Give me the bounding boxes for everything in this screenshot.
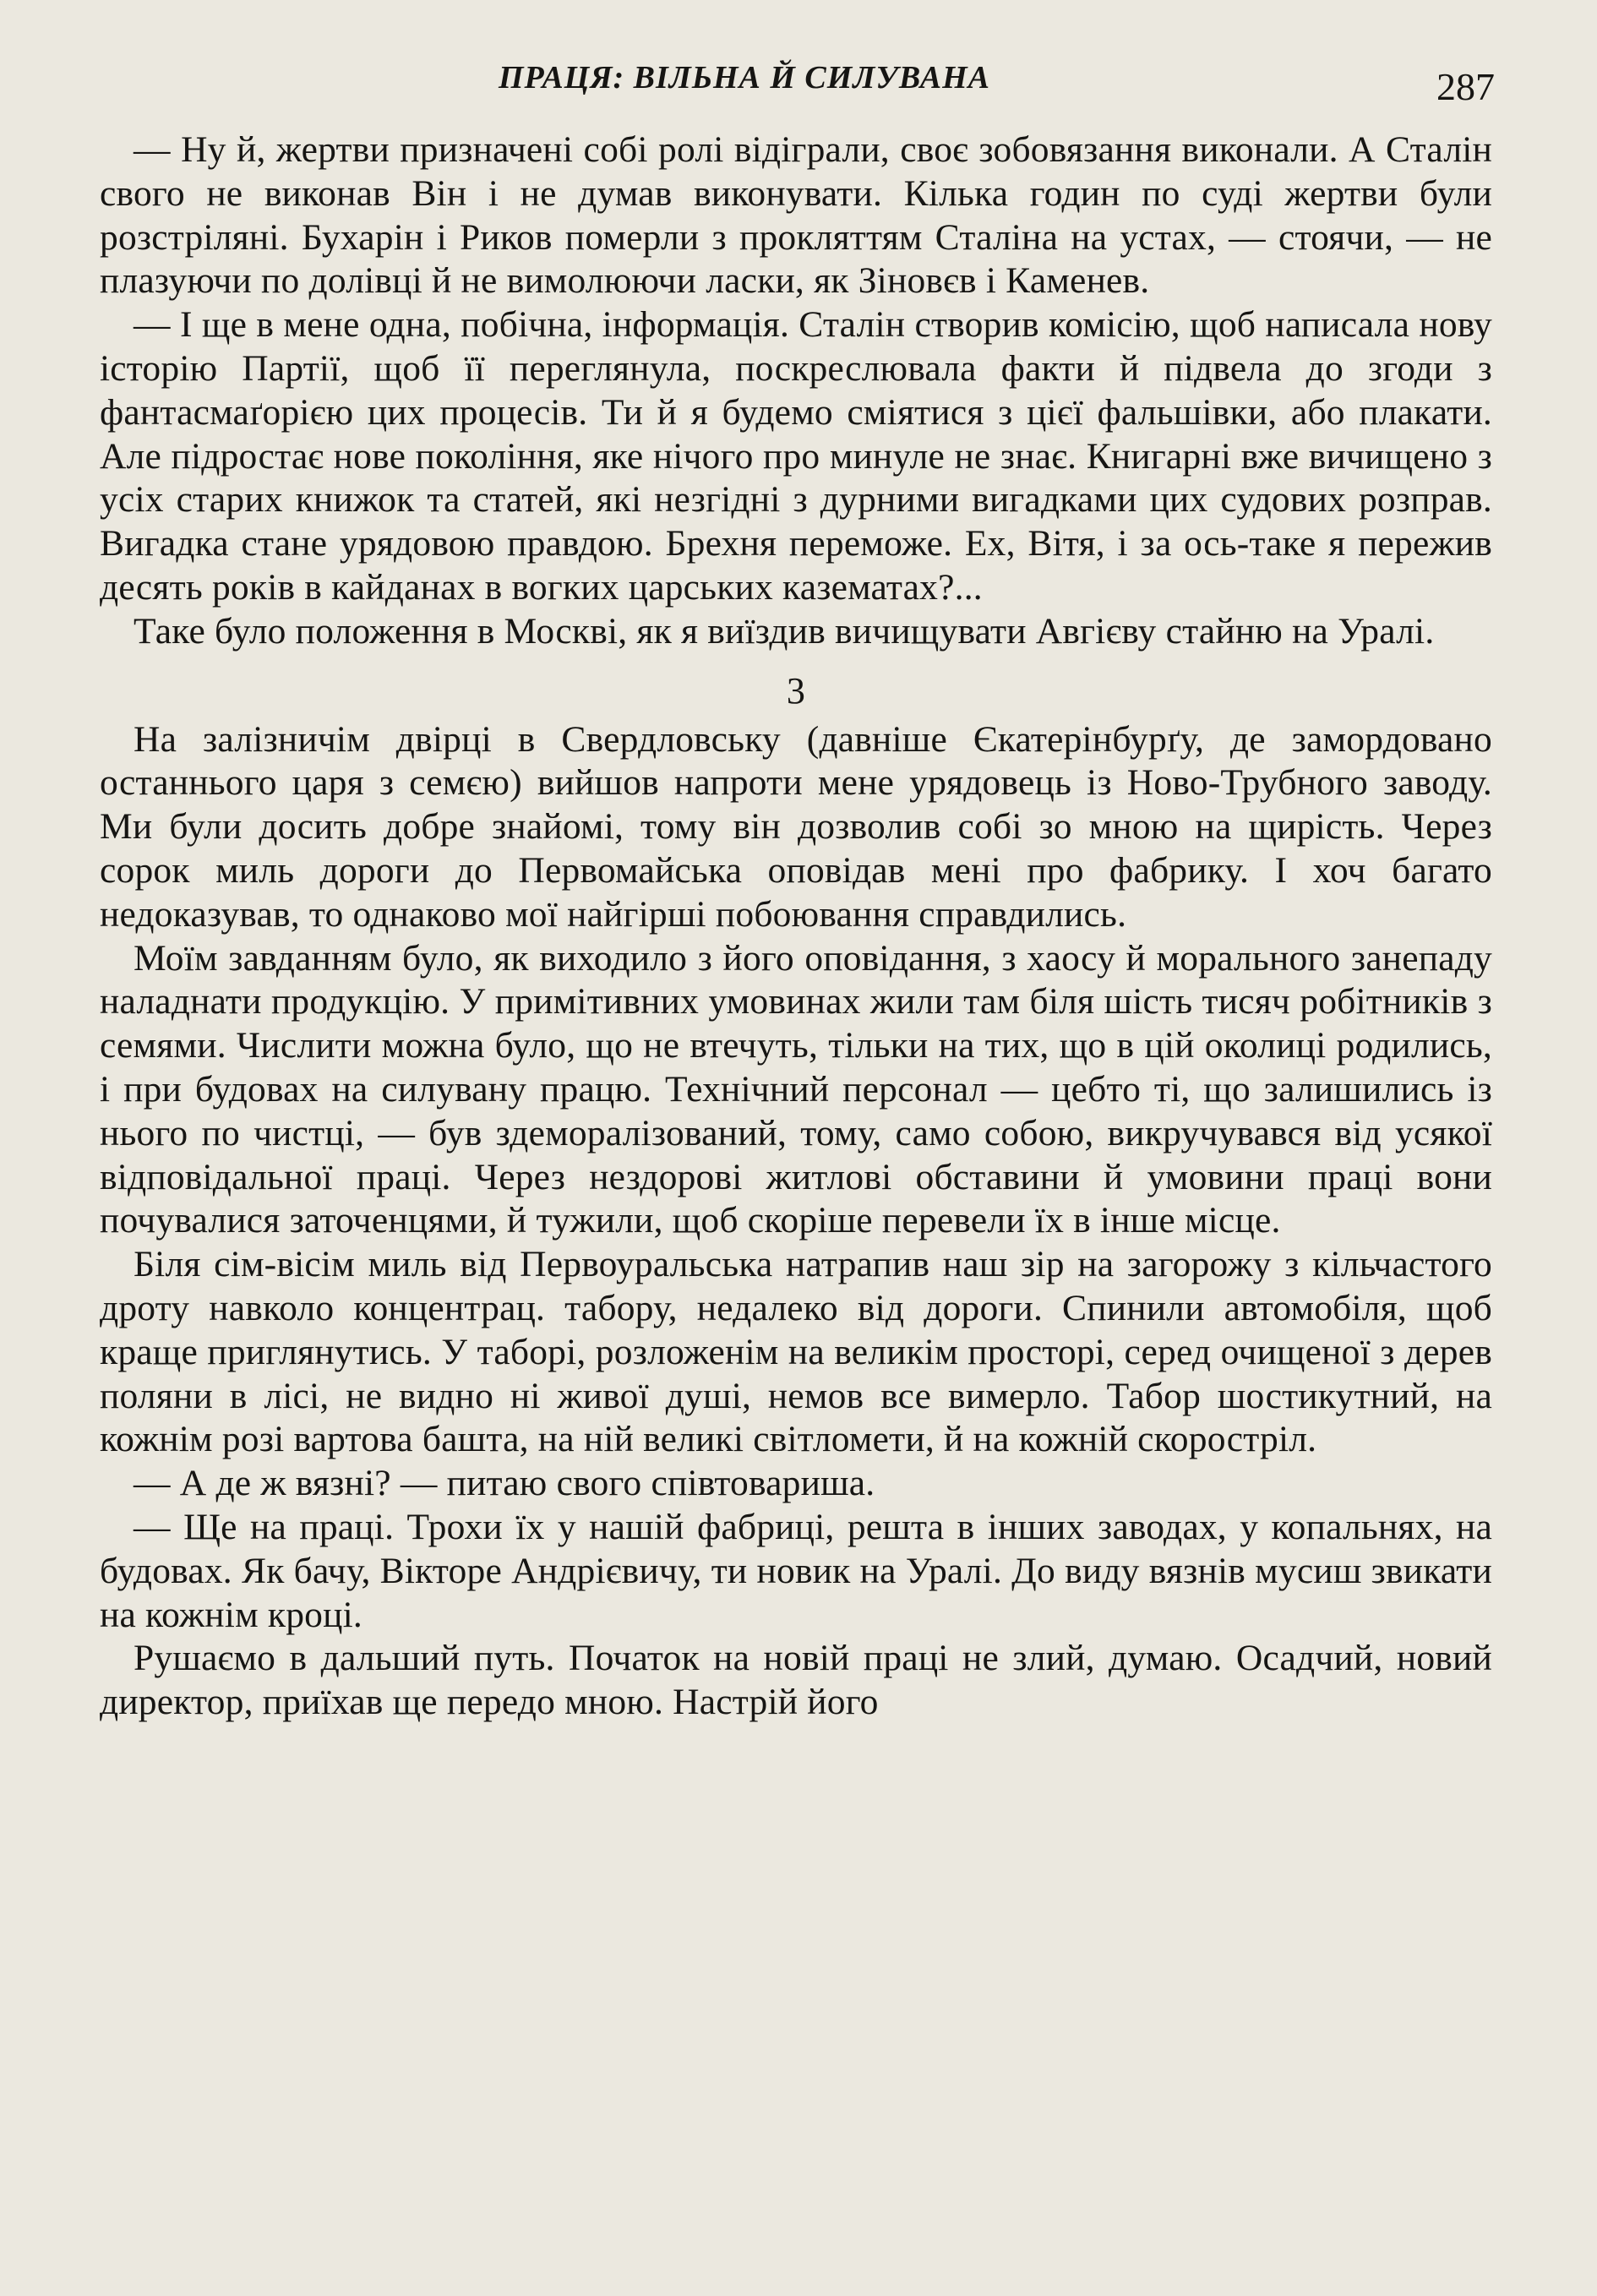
paragraph: — Ще на праці. Трохи їх у нашій фабриці, решта в інших заводах, у копальнях, на будовах. Як бачу, Вікторе Андрієвичу, ти новик на Уралі. До виду вязнів мусиш звикати на кожнім кроці.: [100, 1506, 1492, 1635]
paragraph: — Ну й, жертви призначені собі ролі відіграли, своє зобовязання виконали. А Сталін свого не виконав Він і не думав виконувати. Кілька годин по суді жертви були розстріляні. Бухарін і Риков померли з прокляттям Сталіна на устах, — стоячи, — не плазуючи по долівці й не вимолюючи ласки, як Зіновєв і Каменев.: [100, 129, 1492, 302]
paragraph: Моїм завданням було, як виходило з його оповідання, з хаосу й морального занепаду наладнати продукцію. У примітивних умовинах жили там біля шість тисяч робітників з семями. Числити можна було, що не втечуть, тільки на тих, що в цій околиці родились, і при будовах на силувану працю. Технічний персонал — цебто ті, що залишились із нього по чистці, — був здеморалізований, тому, само собою, викручувався від усякої відповідальної праці. Через нездорові житлові обставини й умовини праці вони почувалися заточенцями, й тужили, щоб скоріше перевели їх в інше місце.: [100, 937, 1492, 1241]
paragraph: Рушаємо в дальший путь. Початок на новій праці не злий, думаю. Осадчий, новий директор, приїхав ще передо мною. Настрій його: [100, 1638, 1492, 1723]
page-number: 287: [1436, 65, 1495, 108]
body-text: [100, 128, 1492, 1725]
paragraph: Біля сім-вісім миль від Первоуральська натрапив наш зір на загорожу з кільчастого дроту навколо концентрац. табору, недалеко від дороги. Спинили автомобіля, щоб краще приглянутись. У таборі, розложенім на великім просторі, серед очищеної з дерев поляни в лісі, не видно ні живої душі, немов все вимерло. Табор шостикутний, на кожнім розі вартова башта, на ній великі світломети, й на кожній скоростріл.: [100, 1244, 1492, 1460]
paragraph: — А де ж вязні? — питаю свого співтовариша.: [134, 1463, 875, 1504]
section-number: 3: [786, 669, 806, 712]
running-head: ПРАЦЯ: ВІЛЬНА Й СИЛУВАНА: [499, 60, 990, 95]
paragraph: — І ще в мене одна, побічна, інформація. Сталін створив комісію, щоб написала нову історію Партії, щоб її переглянула, поскреслювала факти й підвела до згоди з фантасмаґорією цих процесів. Ти й я будемо сміятися з цієї фальшівки, або плакати. Але підростає нове покоління, яке нічого про минуле не знає. Книгарні вже вичищено з усіх старих книжок та статей, які незгідні з дурними вигадками цих судових розправ. Вигадка стане урядовою правдою. Брехня переможе. Ех, Вітя, і за ось-таке я пережив десять років в кайданах в вогких царських казематах?...: [100, 304, 1492, 608]
paragraph: На залізничім двірці в Свердловську (давніше Єкатерінбурґу, де замордовано останнього царя з семєю) вийшов напроти мене урядовець із Ново-Трубного заводу. Ми були досить добре знайомі, тому він дозволив собі зо мною на щирість. Через сорок миль дороги до Первомайська оповідав мені про фабрику. І хоч багато недоказував, то однаково мої найгірші побоювання справдились.: [100, 718, 1492, 935]
paragraph: Таке було положення в Москві, як я виїздив вичищувати Авгієву стайню на Уралі.: [134, 610, 1435, 652]
